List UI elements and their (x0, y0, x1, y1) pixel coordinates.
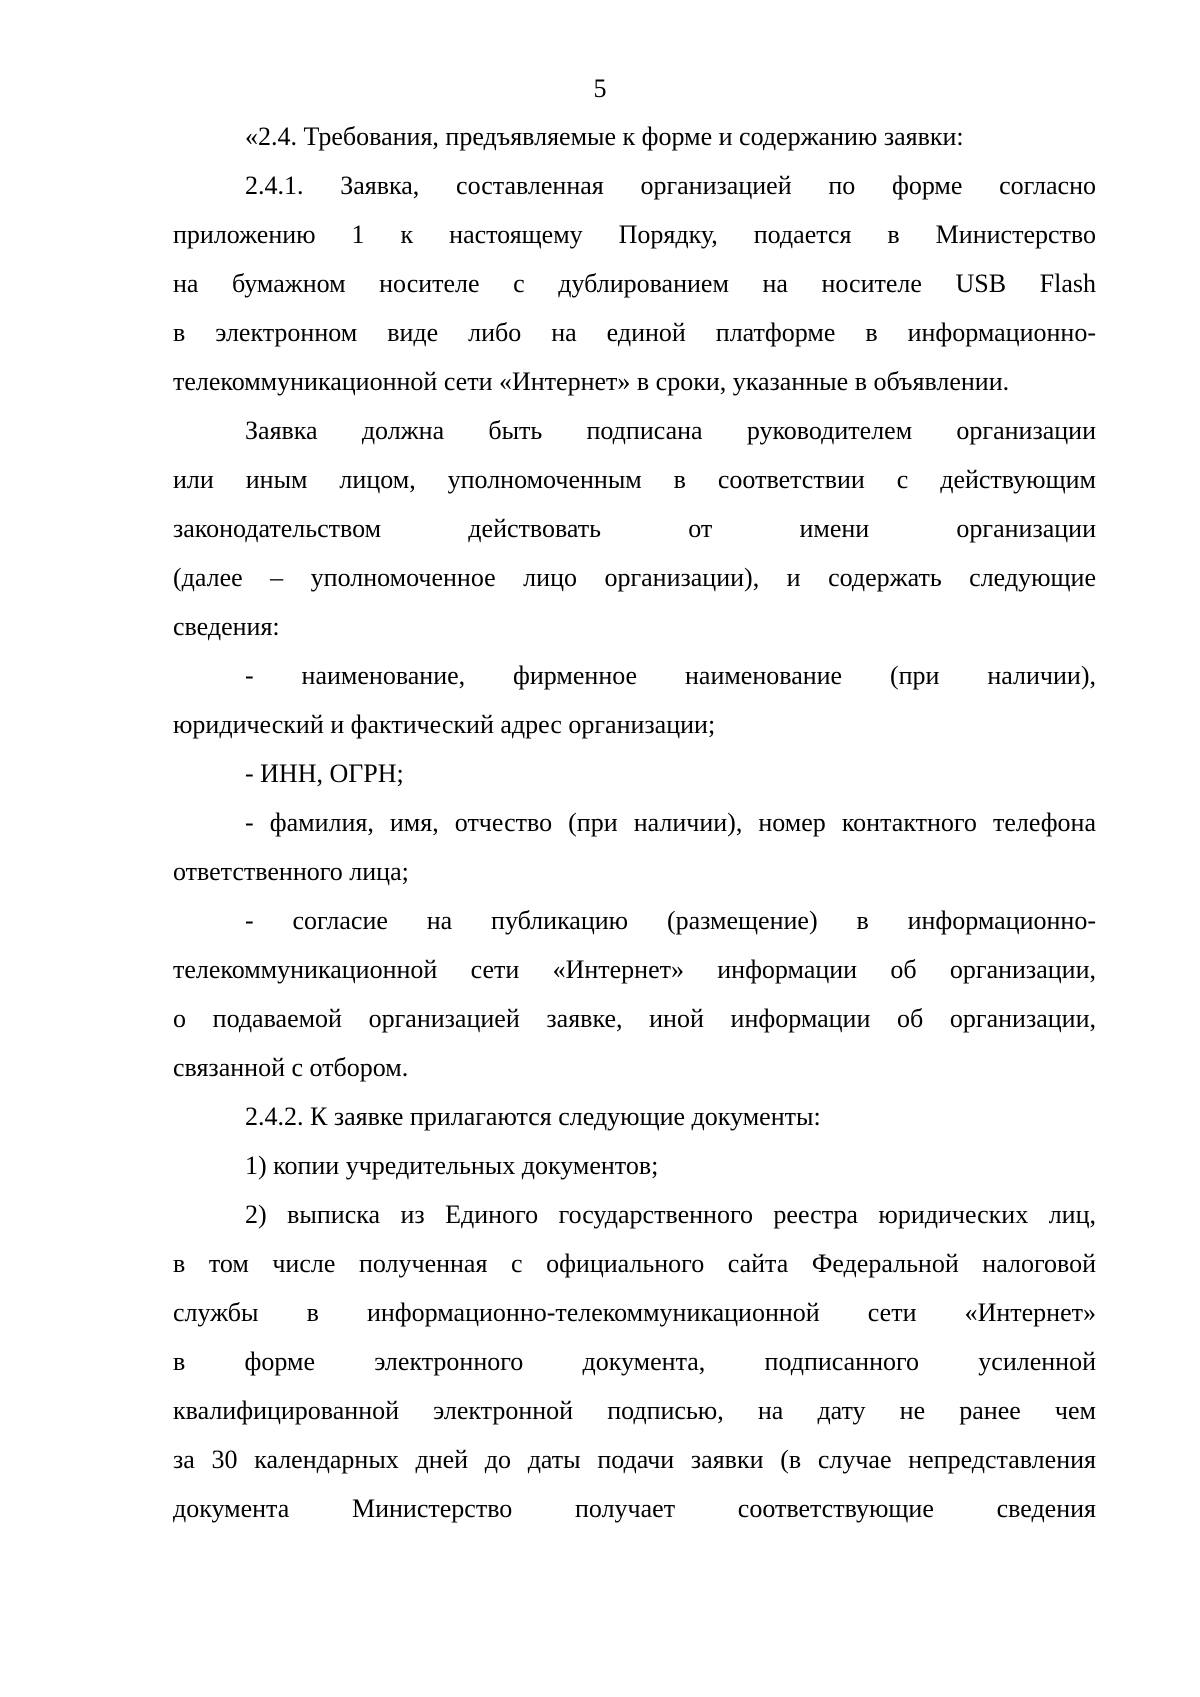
list-item-line: ответственного лица; (173, 857, 409, 886)
list-item-line: 2) выписка из Единого государственного реестра юридических лиц, (245, 1200, 1096, 1229)
paragraph-line: или иным лицом, уполномоченным в соответствии с действующим (173, 465, 1096, 494)
list-item-line: за 30 календарных дней до даты подачи заявки (в случае непредставления (173, 1445, 1096, 1474)
section-heading: «2.4. Требования, предъявляемые к форме и содержанию заявки: (245, 122, 964, 151)
paragraph-line: в электронном виде либо на единой платформе в информационно- (173, 318, 1096, 347)
list-item-line: 1) копии учредительных документов; (245, 1151, 659, 1180)
list-item-line: связанной с отбором. (173, 1053, 409, 1082)
list-item-line: - наименование, фирменное наименование (при наличии), (245, 661, 1096, 690)
paragraph-line: Заявка должна быть подписана руководителем организации (245, 416, 1096, 445)
paragraph-line: 2.4.1. Заявка, составленная организацией по форме согласно (245, 171, 1096, 200)
paragraph-line: сведения: (173, 612, 280, 641)
list-item-line: - ИНН, ОГРН; (245, 759, 404, 788)
paragraph-line: законодательством действовать от имени организации (173, 514, 1096, 543)
list-item-line: квалифицированной электронной подписью, на дату не ранее чем (173, 1396, 1096, 1425)
paragraph-line: телекоммуникационной сети «Интернет» в сроки, указанные в объявлении. (173, 367, 1010, 396)
list-item-line: - фамилия, имя, отчество (при наличии), номер контактного телефона (245, 808, 1096, 837)
list-item-line: в том числе полученная с официального сайта Федеральной налоговой (173, 1249, 1096, 1278)
document-body (173, 112, 1096, 1533)
paragraph-line: (далее – уполномоченное лицо организации), и содержать следующие (173, 563, 1096, 592)
list-item-line: службы в информационно-телекоммуникационной сети «Интернет» (173, 1298, 1096, 1327)
list-item-line: юридический и фактический адрес организации; (173, 710, 716, 739)
paragraph-line: приложению 1 к настоящему Порядку, подается в Министерство (173, 220, 1096, 249)
subsection-heading: 2.4.2. К заявке прилагаются следующие документы: (245, 1102, 821, 1131)
paragraph-line: на бумажном носителе с дублированием на носителе USB Flash (173, 269, 1096, 298)
list-item-line: о подаваемой организацией заявке, иной информации об организации, (173, 1004, 1096, 1033)
page-number: 5 (593, 74, 607, 103)
list-item-line: в форме электронного документа, подписанного усиленной (173, 1347, 1096, 1376)
list-item-line: - согласие на публикацию (размещение) в информационно- (245, 906, 1096, 935)
list-item-line: телекоммуникационной сети «Интернет» информации об организации, (173, 955, 1096, 984)
list-item-line: документа Министерство получает соответствующие сведения (173, 1494, 1096, 1523)
